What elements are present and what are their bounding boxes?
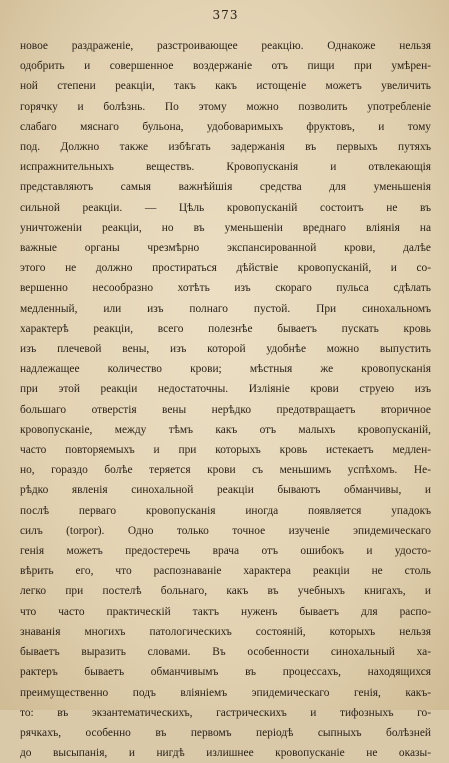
text-line: рѣдко явленія синохальной реакціи бываютъ обманчивы, и [20, 484, 431, 497]
text-line: этого не должно простираться дѣйствіе кровопусканій, и со- [20, 262, 431, 275]
text-line: преимущественно подъ вліяніемъ эпидемическаго генія, какъ- [20, 686, 431, 699]
text-line: представляютъ самыя важнѣйшія средства для уменьшенія [20, 181, 431, 194]
text-line: бываетъ выразить словами. Въ особенности синохальный ха- [20, 646, 431, 659]
text-line: одобрить и совершенное воздержаніе отъ пищи при умѣрен- [20, 60, 431, 73]
text-line: сильной реакціи. — Цѣль кровопусканій состоитъ не въ [20, 201, 431, 214]
text-line: уничтоженіи реакціи, но въ уменьшеніи вреднаго вліянія на [20, 221, 431, 234]
text-line: генія можетъ предостеречь врача отъ ошибокъ и удосто- [20, 545, 431, 558]
text-line: рячкахъ, особенно въ первомъ періодѣ сыпныхъ болѣзней [20, 726, 431, 739]
text-line: но, гораздо болѣе теряется крови съ меньшимъ успѣхомъ. Не- [20, 464, 431, 477]
text-line: то: въ экзантематическихъ, гастрическихъ и тифозныхъ го- [20, 706, 431, 719]
text-line: знаванія многихъ патологическихъ состояній, которыхъ нельзя [20, 625, 431, 638]
text-line: вѣрить его, что распознаваніе характера реакціи не столь [20, 565, 431, 578]
text-line: послѣ перваго кровопусканія иногда появляется упадокъ [20, 504, 431, 517]
text-line: медленный, или изъ полнаго пустой. При синохальномъ [20, 302, 431, 315]
text-line: силъ (torpor). Одно только точное изученіе эпидемическаго [20, 524, 431, 537]
text-line: новое раздраженіе, разстроивающее реакцію. Однакоже нельзя [20, 40, 431, 52]
text-line: кровопусканіе, между тѣмъ какъ отъ малыхъ кровопусканій, [20, 423, 431, 436]
text-line: под. Должно также избѣгать задержанія въ первыхъ путяхъ [20, 141, 431, 154]
text-line: часто повторяемыхъ и при которыхъ кровь истекаетъ медлен- [20, 444, 431, 457]
text-line: характерѣ реакціи, всего полезнѣе бываетъ пускать кровь [20, 322, 431, 335]
text-line: до высыпанія, и нигдѣ излишнее кровопусканіе не оказы- [20, 747, 431, 760]
text-line: слабаго мяснаго бульона, удобоваримыхъ фруктовъ, и тому [20, 120, 431, 133]
text-line: важные органы чрезмѣрно экспансированной крови, далѣе [20, 242, 431, 255]
text-line: при этой реакціи недостаточны. Изліяніе крови струею изъ [20, 383, 431, 396]
page-number: 373 [212, 8, 239, 22]
text-line: ной степени реакціи, такъ какъ истощеніе можетъ увеличить [20, 80, 431, 93]
text-line: вершенно несообразно хотѣть изъ скораго пульса сдѣлать [20, 282, 431, 295]
body-text [20, 36, 431, 763]
text-line: рактеръ бываетъ обманчивымъ въ процессахъ, находящихся [20, 666, 431, 679]
text-line: легко при постелѣ больнаго, какъ въ учебныхъ книгахъ, и [20, 585, 431, 598]
text-line: большаго отверстія вены нерѣдко предотвращаетъ вторичное [20, 403, 431, 416]
text-line: изъ плечевой вены, изъ которой удобнѣе можно выпустить [20, 343, 431, 356]
text-line: надлежащее количество крови; мѣстныя же кровопусканія [20, 363, 431, 376]
text-line: горячку и болѣзнь. По этому можно позволить употребленіе [20, 100, 431, 113]
text-line: испражнительныхъ веществъ. Кровопусканія и отвлекающія [20, 161, 431, 174]
text-line: что часто практическій тактъ нуженъ бываетъ для распо- [20, 605, 431, 618]
